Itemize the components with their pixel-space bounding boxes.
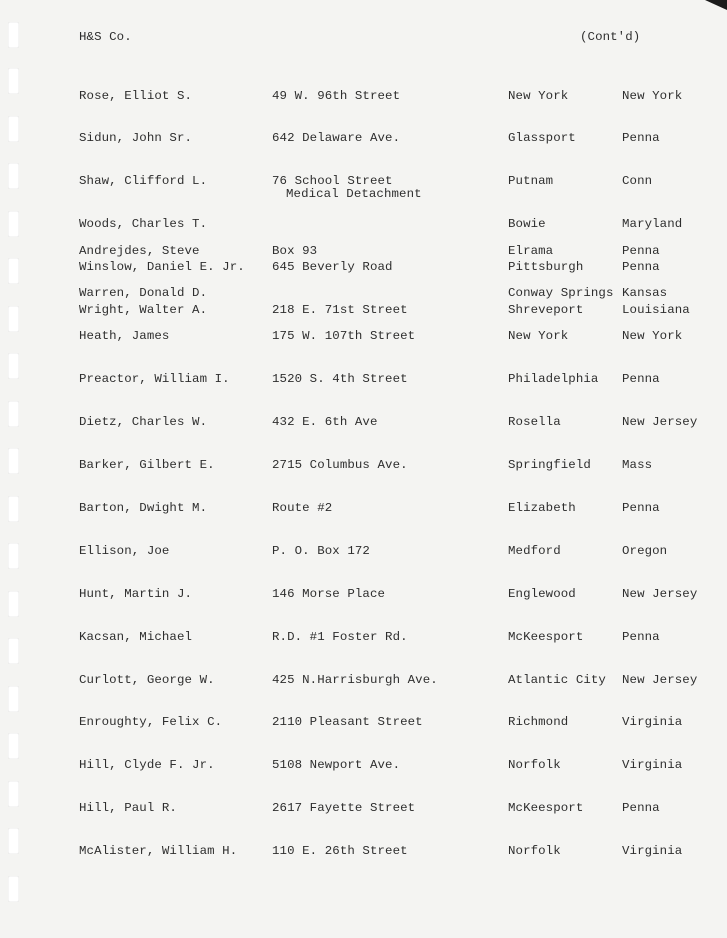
- state-entry: Conn: [622, 174, 653, 189]
- city-entry: McKeesport: [508, 801, 584, 816]
- name-entry: Barton, Dwight M.: [79, 500, 208, 515]
- city-entry: Elrama: [508, 243, 554, 258]
- address-entry: 5108 Newport Ave.: [272, 758, 401, 773]
- state-entry: Penna: [622, 801, 660, 816]
- state-entry: Penna: [622, 260, 660, 275]
- city-entry: Shreveport: [508, 303, 584, 318]
- city-entry: Englewood: [508, 586, 576, 601]
- city-entry: New York: [508, 329, 569, 344]
- state-entry: Virginia: [622, 844, 683, 859]
- address-entry: 2617 Fayette Street: [272, 801, 416, 816]
- state-entry: Penna: [622, 131, 660, 146]
- address-entry: R.D. #1 Foster Rd.: [272, 629, 408, 644]
- name-entry: McAlister, William H.: [79, 844, 238, 859]
- state-entry: New Jersey: [622, 672, 698, 687]
- name-entry: Sidun, John Sr.: [79, 131, 193, 146]
- city-entry: Bowie: [508, 217, 546, 232]
- state-entry: Penna: [622, 372, 660, 387]
- address-entry: 642 Delaware Ave.: [272, 131, 401, 146]
- city-entry: Rosella: [508, 415, 561, 430]
- medical-addresses-column: [272, 215, 438, 887]
- address-entry: 645 Beverly Road: [272, 260, 393, 275]
- address-entry: 2715 Columbus Ave.: [272, 458, 408, 473]
- city-entry: Putnam: [508, 174, 554, 189]
- state-entry: New Jersey: [622, 586, 698, 601]
- state-entry: Kansas: [622, 286, 668, 301]
- corner-mark: [705, 0, 727, 10]
- name-entry: Wright, Walter A.: [79, 303, 208, 318]
- city-entry: Richmond: [508, 715, 569, 730]
- state-entry: Virginia: [622, 715, 683, 730]
- address-entry: 425 N.Harrisburgh Ave.: [272, 672, 438, 687]
- city-entry: Pittsburgh: [508, 260, 584, 275]
- city-entry: Philadelphia: [508, 372, 599, 387]
- name-entry: Shaw, Clifford L.: [79, 174, 208, 189]
- state-entry: Mass: [622, 458, 653, 473]
- name-entry: Barker, Gilbert E.: [79, 458, 215, 473]
- name-entry: Ellison, Joe: [79, 543, 170, 558]
- city-entry: Conway Springs: [508, 286, 614, 301]
- state-entry: New Jersey: [622, 415, 698, 430]
- address-entry: P. O. Box 172: [272, 543, 370, 558]
- name-entry: Woods, Charles T.: [79, 217, 208, 232]
- name-entry: Warren, Donald D.: [79, 286, 208, 301]
- medical-names-column: [79, 215, 237, 887]
- name-entry: Curlott, George W.: [79, 672, 215, 687]
- name-entry: Enroughty, Felix C.: [79, 715, 223, 730]
- section-heading: Medical Detachment: [286, 187, 422, 201]
- address-entry: 2110 Pleasant Street: [272, 715, 423, 730]
- address-entry: Box 93: [272, 243, 318, 258]
- name-entry: Hill, Clyde F. Jr.: [79, 758, 215, 773]
- city-entry: Norfolk: [508, 758, 561, 773]
- state-entry: Maryland: [622, 217, 683, 232]
- address-entry: Route #2: [272, 500, 333, 515]
- state-entry: Penna: [622, 629, 660, 644]
- state-entry: Penna: [622, 243, 660, 258]
- company-header: H&S Co.: [79, 30, 132, 44]
- address-entry: 76 School Street: [272, 174, 393, 189]
- address-entry: 146 Morse Place: [272, 586, 386, 601]
- address-entry: 110 E. 26th Street: [272, 844, 408, 859]
- address-entry: 175 W. 107th Street: [272, 329, 416, 344]
- continued-marker: (Cont'd): [580, 30, 641, 44]
- address-entry: 49 W. 96th Street: [272, 88, 401, 103]
- city-entry: McKeesport: [508, 629, 584, 644]
- city-entry: Medford: [508, 543, 561, 558]
- city-entry: Springfield: [508, 458, 591, 473]
- city-entry: Norfolk: [508, 844, 561, 859]
- address-entry: 218 E. 71st Street: [272, 303, 408, 318]
- city-entry: Elizabeth: [508, 500, 576, 515]
- medical-states-column: [622, 215, 697, 887]
- name-entry: Hunt, Martin J.: [79, 586, 193, 601]
- medical-cities-column: [508, 215, 614, 887]
- name-entry: Heath, James: [79, 329, 170, 344]
- name-entry: Dietz, Charles W.: [79, 415, 208, 430]
- city-entry: New York: [508, 88, 569, 103]
- address-entry: 1520 S. 4th Street: [272, 372, 408, 387]
- name-entry: Andrejdes, Steve: [79, 243, 200, 258]
- name-entry: Preactor, William I.: [79, 372, 230, 387]
- city-entry: Glassport: [508, 131, 576, 146]
- state-entry: Oregon: [622, 543, 668, 558]
- state-entry: New York: [622, 88, 683, 103]
- state-entry: Penna: [622, 500, 660, 515]
- name-entry: Rose, Elliot S.: [79, 88, 193, 103]
- address-entry: [272, 286, 438, 300]
- name-entry: Hill, Paul R.: [79, 801, 177, 816]
- state-entry: Virginia: [622, 758, 683, 773]
- binder-holes: [8, 0, 28, 938]
- state-entry: Louisiana: [622, 303, 690, 318]
- name-entry: Kacsan, Michael: [79, 629, 193, 644]
- address-entry: 432 E. 6th Ave: [272, 415, 378, 430]
- name-entry: Winslow, Daniel E. Jr.: [79, 260, 245, 275]
- city-entry: Atlantic City: [508, 672, 606, 687]
- state-entry: New York: [622, 329, 683, 344]
